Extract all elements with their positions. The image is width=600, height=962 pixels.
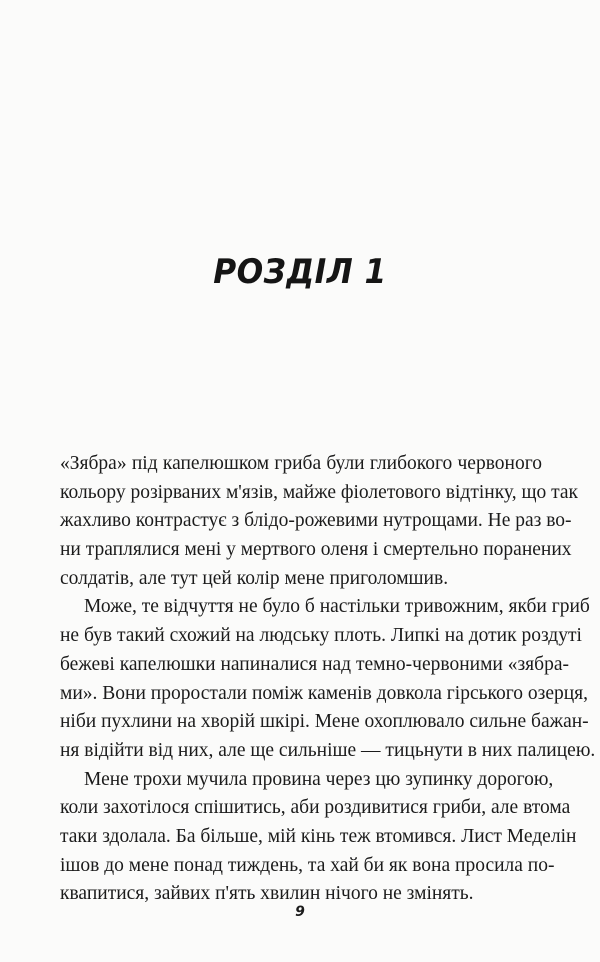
text-line: «Зябра» під капелюшком гриба були глибокого червоного [60, 453, 542, 474]
text-line: таки здолала. Ба більше, мій кінь теж втомився. Лист Меделін [60, 825, 577, 847]
text-line: жахливо контрастує з блідо-рожевими нутрощами. Не раз во- [60, 510, 572, 532]
page-number: 9 [295, 904, 305, 920]
text-line: ми». Вони проростали поміж каменів довкола гірського озерця, [60, 682, 589, 704]
text-line: не був такий схожий на людську плоть. Липкі на дотик роздуті [60, 625, 582, 647]
text-line: Мене трохи мучила провина через цю зупинку дорогою, [84, 768, 554, 790]
text-line: солдатів, але тут цей колір мене приголомшив. [60, 567, 449, 589]
text-line: ни траплялися мені у мертвого оленя і смертельно поранених [60, 539, 572, 561]
chapter-body [60, 450, 596, 909]
text-line: бежеві капелюшки напиналися над темно-червоними «зябра- [60, 653, 569, 675]
text-line: Може, те відчуття не було б настільки тривожним, якби гриб [84, 596, 590, 618]
text-line: коли захотілося спішитись, аби роздивитися гриби, але втома [60, 797, 571, 819]
text-line: ня відійти від них, але ще сильніше — тицьнути в них палицею. [60, 739, 596, 761]
text-line: кольору розірваних м'язів, майже фіолетового відтінку, що так [60, 481, 578, 503]
text-line: ніби пухлини на хворій шкірі. Мене охоплювало сильне бажан- [60, 711, 589, 733]
chapter-title: РОЗДІЛ 1 [213, 252, 387, 292]
text-line: квапитися, зайвих п'ять хвилин нічого не змінять. [60, 883, 474, 905]
text-line: ішов до мене понад тиждень, та хай би як вона просила по- [60, 854, 555, 876]
